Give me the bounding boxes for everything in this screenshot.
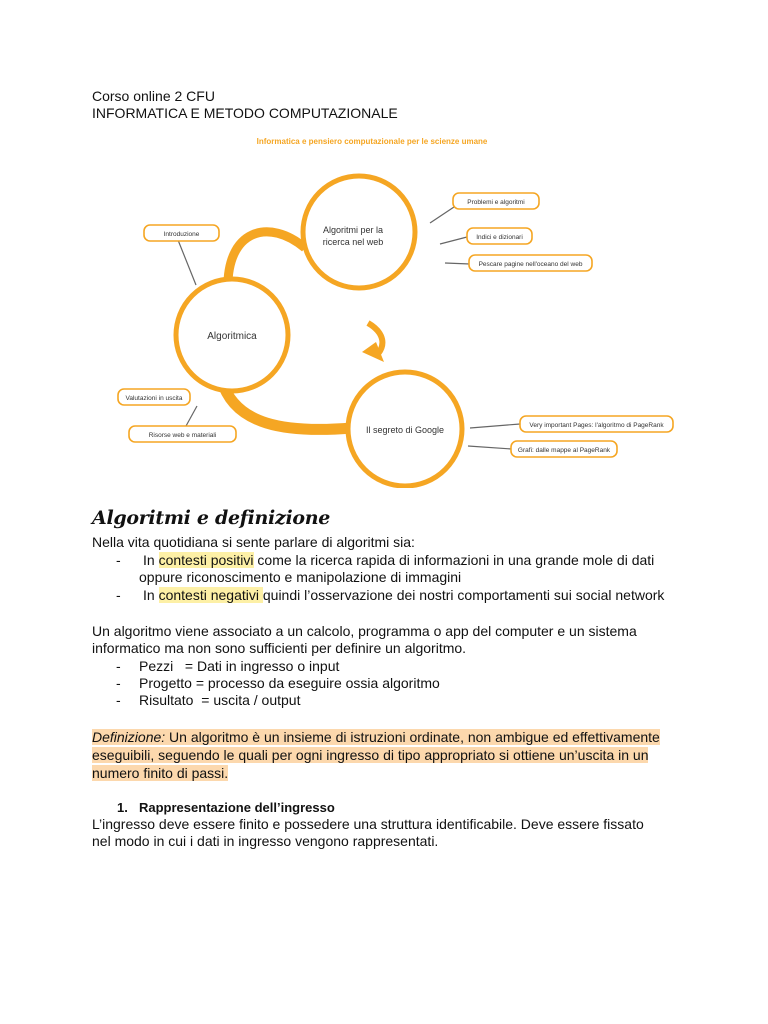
para2-line2: nel modo in cui i dati in ingresso vengono rappresentati.: [92, 833, 439, 849]
box-pagerank: [520, 416, 673, 432]
para2-line1: L’ingresso deve essere finito e possedere una struttura identificabile. Deve essere fissato: [92, 816, 644, 832]
bullet-positive: In contesti positivi come la ricerca rapida di informazioni in una grande mole di dati: [143, 552, 655, 568]
list-dash: -: [116, 675, 121, 691]
definition-line2: eseguibili, seguendo le quali per ogni ingresso di tipo appropriato si ottiene un’uscita in un: [92, 747, 649, 763]
course-label: Corso online 2 CFU: [92, 88, 215, 104]
numbered-index: 1.: [117, 800, 128, 815]
box-grafi-label: Grafi: dalle mappe al PageRank: [517, 447, 611, 454]
list-item-pezzi: Pezzi = Dati in ingresso o input: [139, 658, 340, 674]
numbered-heading: Rappresentazione dell’ingresso: [139, 800, 335, 815]
box-indici: [467, 228, 532, 244]
definition-line1: Definizione: Un algoritmo è un insieme di istruzioni ordinate, non ambigue ed effettivamente: [92, 729, 660, 745]
box-problemi: [453, 193, 539, 209]
box-problemi-label: Problemi e algoritmi: [467, 199, 525, 206]
box-indici-label: Indici e dizionari: [476, 234, 523, 241]
para1-line1: Un algoritmo viene associato a un calcolo, programma o app del computer e un sistema: [92, 623, 637, 639]
box-pescare: [469, 255, 592, 271]
node-web-label-1: Algoritmi per la: [322, 225, 384, 235]
box-risorse-label: Risorse web e materiali: [148, 432, 217, 439]
box-valutazioni-label: Valutazioni in uscita: [125, 395, 183, 402]
section-heading: Algoritmi e definizione: [92, 507, 331, 529]
mind-map-title: Informatica e pensiero computazionale per le scienze umane: [256, 137, 488, 146]
box-risorse: [129, 426, 236, 442]
box-pagerank-label: Very important Pages: l'algoritmo di PageRank: [529, 422, 664, 429]
definition-line3: numero finito di passi.: [92, 765, 229, 781]
bullet-dash: -: [116, 552, 121, 568]
highlight-negative: contesti negativi: [158, 587, 263, 603]
node-web-label-2: ricerca nel web: [322, 237, 384, 247]
bullet-negative: In contesti negativi quindi l’osservazione dei nostri comportamenti sui social network: [143, 587, 665, 603]
list-item-progetto: Progetto = processo da eseguire ossia algoritmo: [139, 675, 440, 691]
list-dash: -: [116, 692, 121, 708]
box-pescare-label: Pescare pagine nell'oceano del web: [478, 261, 583, 268]
bullet-positive-cont: oppure riconoscimento e manipolazione di immagini: [139, 569, 462, 585]
box-valutazioni: [118, 389, 190, 405]
intro-text: Nella vita quotidiana si sente parlare di algoritmi sia:: [92, 534, 415, 550]
bullet-dash: -: [116, 587, 121, 603]
subject-title: INFORMATICA E METODO COMPUTAZIONALE: [92, 105, 398, 121]
box-grafi: [511, 441, 617, 457]
highlight-positive: contesti positivi: [158, 552, 254, 568]
para1-line2: informatico ma non sono sufficienti per definire un algoritmo.: [92, 640, 467, 656]
node-google-label: Il segreto di Google: [365, 425, 445, 435]
box-introduzione-label: Introduzione: [163, 231, 200, 238]
definition-label: Definizione:: [92, 729, 166, 745]
list-item-risultato: Risultato = uscita / output: [139, 692, 301, 708]
node-algoritmica-label: Algoritmica: [207, 331, 257, 342]
mind-map-diagram: [100, 128, 690, 488]
box-introduzione: [144, 225, 219, 241]
list-dash: -: [116, 658, 121, 674]
